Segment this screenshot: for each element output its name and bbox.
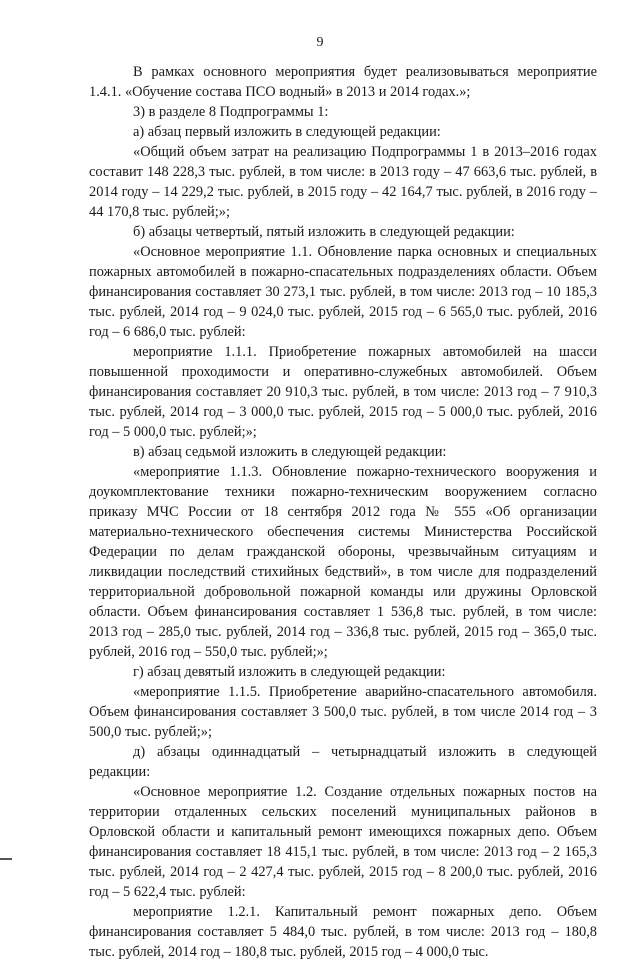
document-body	[89, 62, 597, 962]
paragraph: мероприятие 1.2.1. Капитальный ремонт пожарных депо. Объем финансирования составляет 5 484,0 тыс. рублей, в том числе: 2013 год – 180,8 тыс. рублей, 2014 год – 180,8 тыс. рублей, 2015 год – 4 000,0 тыс.	[89, 904, 597, 960]
paragraph: в) абзац седьмой изложить в следующей редакции:	[133, 444, 447, 460]
paragraph: 3) в разделе 8 Подпрограммы 1:	[133, 104, 329, 120]
paragraph: В рамках основного мероприятия будет реализовываться мероприятие 1.4.1. «Обучение состава ПСО водный» в 2013 и 2014 годах.»;	[89, 64, 597, 100]
paragraph: «Основное мероприятие 1.2. Создание отдельных пожарных постов на территории отдаленных сельских поселений муниципальных районов в Орловской области и капитальный ремонт имеющихся пожарных депо. Объем финансирования составляет 18 415,1 тыс. рублей, в том числе: 2013 год – 2 165,3 тыс. рублей, 2014 год – 2 427,4 тыс. рублей, 2015 год – 8 200,0 тыс. рублей, 2016 год – 5 622,4 тыс. рублей:	[89, 784, 597, 900]
paragraph: «Общий объем затрат на реализацию Подпрограммы 1 в 2013–2016 годах составит 148 228,3 тыс. рублей, в том числе: в 2013 году – 47 663,6 тыс. рублей, в 2014 году – 14 229,2 тыс. рублей, в 2015 году – 42 164,7 тыс. рублей, в 2016 году – 44 170,8 тыс. рублей;»;	[89, 144, 597, 220]
paragraph: б) абзацы четвертый, пятый изложить в следующей редакции:	[133, 224, 515, 240]
paragraph: а) абзац первый изложить в следующей редакции:	[133, 124, 441, 140]
paragraph: «мероприятие 1.1.3. Обновление пожарно-технического вооружения и доукомплектование техники пожарно-техническим вооружением согласно приказу МЧС России от 18 сентября 2012 года № 555 «Об организации материально-технического обеспечения системы Министерства Российской Федерации по делам гражданской обороны, чрезвычайным ситуациям и ликвидации последствий стихийных бедствий», в том числе для подразделений территориальной добровольной пожарной команды или дружины Орловской области. Объем финансирования составляет 1 536,8 тыс. рублей, в том числе: 2013 год – 285,0 тыс. рублей, 2014 год – 336,8 тыс. рублей, 2015 год – 365,0 тыс. рублей, 2016 год – 550,0 тыс. рублей;»;	[89, 464, 597, 660]
paragraph: д) абзацы одиннадцатый – четырнадцатый изложить в следующей редакции:	[89, 744, 597, 780]
paragraph: мероприятие 1.1.1. Приобретение пожарных автомобилей на шасси повышенной проходимости и оперативно-служебных автомобилей. Объем финансирования составляет 20 910,3 тыс. рублей, в том числе: 2013 год – 7 910,3 тыс. рублей, 2014 год – 3 000,0 тыс. рублей, 2015 год – 5 000,0 тыс. рублей, 2016 год – 5 000,0 тыс. рублей;»;	[89, 344, 597, 440]
paragraph: «Основное мероприятие 1.1. Обновление парка основных и специальных пожарных автомобилей в пожарно-спасательных подразделениях области. Объем финансирования составляет 30 273,1 тыс. рублей, в том числе: 2013 год – 10 185,3 тыс. рублей, 2014 год – 9 024,0 тыс. рублей, 2015 год – 6 565,0 тыс. рублей, 2016 год – 6 686,0 тыс. рублей:	[89, 244, 597, 340]
paragraph: г) абзац девятый изложить в следующей редакции:	[133, 664, 446, 680]
page-number: 9	[316, 35, 324, 50]
paragraph: «мероприятие 1.1.5. Приобретение аварийно-спасательного автомобиля. Объем финансирования составляет 3 500,0 тыс. рублей, в том числе 2014 год – 3 500,0 тыс. рублей;»;	[89, 684, 597, 740]
scan-edge-mark	[0, 858, 12, 860]
